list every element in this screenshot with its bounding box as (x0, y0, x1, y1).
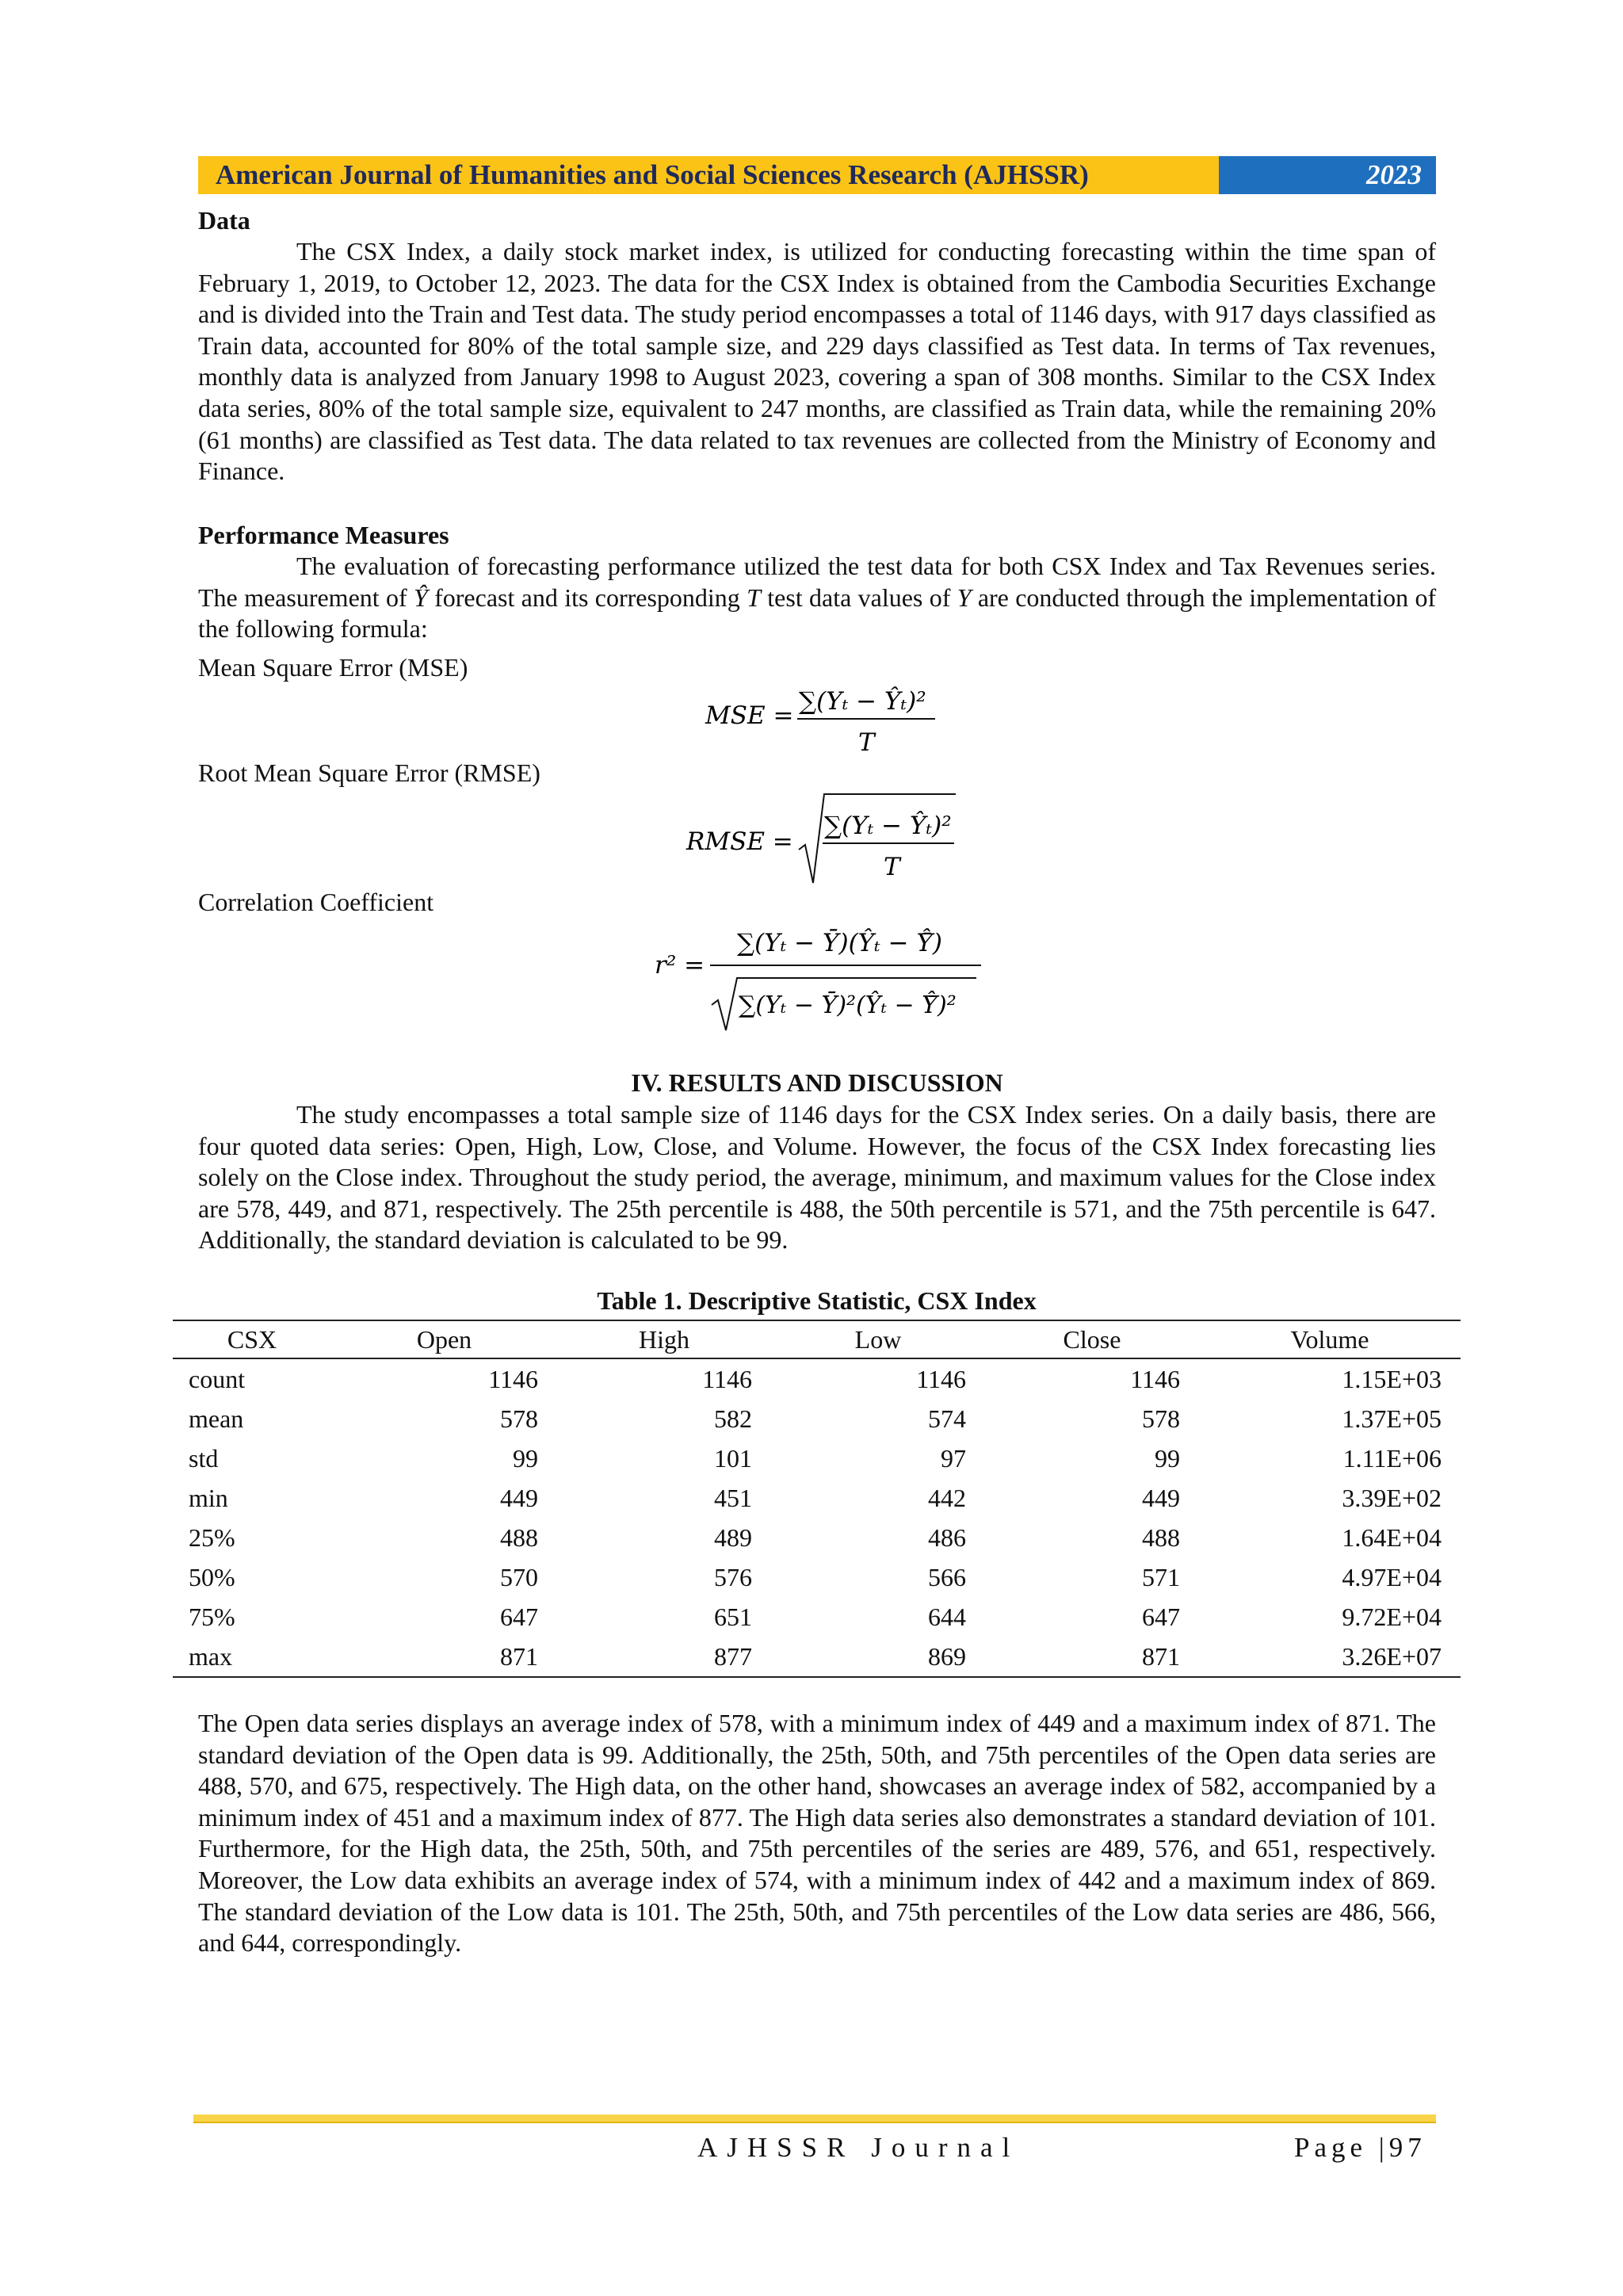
journal-header (198, 156, 1436, 194)
table-cell: 489 (714, 1522, 752, 1552)
table-cell: 566 (928, 1562, 966, 1591)
journal-title: American Journal of Humanities and Social Sciences Research (AJHSSR) (198, 156, 1219, 194)
row-label: mean (189, 1404, 244, 1433)
table-cell: 3.26E+07 (1199, 1637, 1461, 1677)
r2-denominator: ∑(Yₜ − Ȳ)²(Ŷₜ − Ŷ̄)² (739, 991, 957, 1019)
rmse-lhs: RMSE = (686, 827, 793, 856)
row-label: count (189, 1364, 246, 1393)
correlation-label: Correlation Coefficient (198, 888, 434, 916)
table-cell: 1146 (1130, 1364, 1180, 1393)
table-cell: 578 (1142, 1404, 1180, 1433)
mse-denominator: T (858, 728, 875, 757)
row-label: 50% (189, 1562, 235, 1591)
column-header: Low (771, 1320, 985, 1358)
table-cell: 488 (500, 1522, 538, 1552)
r2-formula (650, 911, 999, 1038)
table-cell: 99 (513, 1443, 538, 1473)
mse-lhs: MSE = (705, 701, 794, 730)
rmse-formula (682, 786, 967, 889)
table-cell: 644 (928, 1602, 966, 1631)
table-cell: 442 (928, 1483, 966, 1512)
table-row (173, 1399, 1461, 1438)
column-header: High (557, 1320, 771, 1358)
table-cell: 4.97E+04 (1342, 1562, 1442, 1591)
table-cell: 1.64E+04 (1342, 1522, 1442, 1552)
intro-text-b: forecast and its corresponding (434, 583, 740, 612)
rmse-numerator: ∑(Yₜ − Ŷₜ)² (824, 812, 952, 840)
table-cell: 571 (1142, 1562, 1180, 1591)
table-cell: 877 (557, 1637, 771, 1677)
discussion-section (198, 1708, 1436, 1959)
table-row (173, 1518, 1461, 1557)
r2-numerator: ∑(Yₜ − Ȳ)(Ŷₜ − Ŷ̄) (737, 929, 943, 957)
table-cell: 869 (771, 1637, 985, 1677)
data-heading: Data (198, 206, 250, 235)
journal-year: 2023 (1219, 156, 1436, 194)
table-cell: 871 (985, 1637, 1199, 1677)
table-cell: 9.72E+04 (1342, 1602, 1442, 1631)
rmse-denominator: T (884, 853, 900, 881)
footer-journal: AJHSSR Journal (697, 2132, 1020, 2163)
table-cell: 1146 (488, 1364, 538, 1393)
table-cell: 574 (928, 1404, 966, 1433)
mse-label: Mean Square Error (MSE) (198, 653, 468, 682)
results-title: IV. RESULTS AND DISCUSSION (631, 1068, 1003, 1097)
performance-section (198, 519, 1436, 645)
intro-text-a: The evaluation of forecasting performance utilized the test data for both CSX Index and Tax Revenues series. The measurement of (198, 552, 1436, 612)
y-symbol: Y (957, 583, 972, 612)
table-header-row (173, 1320, 1461, 1358)
table-cell: 449 (500, 1483, 538, 1512)
table-cell: 488 (1142, 1522, 1180, 1552)
t-symbol: T (747, 583, 761, 612)
mse-formula (697, 678, 967, 765)
table-cell: 101 (714, 1443, 752, 1473)
table-cell: 451 (714, 1483, 752, 1512)
table-cell: 1.15E+03 (1342, 1364, 1442, 1393)
table-cell: 576 (714, 1562, 752, 1591)
table-cell: 871 (331, 1637, 557, 1677)
column-header: Volume (1199, 1320, 1461, 1358)
column-header: CSX (173, 1320, 331, 1358)
page-number: Page |97 (1294, 2132, 1426, 2163)
column-header: Open (331, 1320, 557, 1358)
descriptive-stats-table (173, 1320, 1461, 1678)
row-label: min (189, 1483, 228, 1512)
table-row (173, 1438, 1461, 1478)
table-cell: 647 (500, 1602, 538, 1631)
mse-numerator: ∑(Yₜ − Ŷₜ)² (799, 687, 926, 716)
r2-lhs: r² = (655, 951, 705, 980)
data-section (198, 204, 1436, 487)
data-paragraph: The CSX Index, a daily stock market index, is utilized for conducting forecasting within the time span of February 1, 2019, to October 12, 2023. The data for the CSX Index is obtained from the Cambodia Securities Exchange and is divided into the Train and Test data. The study period encompasses a total of 1146 days, with 917 days classified as Train data, accounted for 80% of the total sample size, and 229 days classified as Test data. In terms of Tax revenues, monthly data is analyzed from January 1998 to August 2023, covering a span of 308 months. Similar to the CSX Index data series, 80% of the total sample size, equivalent to 247 months, are classified as Train data, while the remaining 20% (61 months) are classified as Test data. The data related to tax revenues are collected from the Ministry of Economy and Finance. (198, 237, 1436, 486)
table-cell: 570 (500, 1562, 538, 1591)
table-row (173, 1637, 1461, 1677)
table-cell: 651 (714, 1602, 752, 1631)
table-cell: 1.37E+05 (1342, 1404, 1442, 1433)
table-cell: 99 (1155, 1443, 1180, 1473)
row-label: 25% (189, 1522, 235, 1552)
table-cell: 486 (928, 1522, 966, 1552)
results-paragraph: The study encompasses a total sample size of 1146 days for the CSX Index series. On a daily basis, there are four quoted data series: Open, High, Low, Close, and Volume. However, the focus of the CSX Index forecasting lies solely on the Close index. Throughout the study period, the average, minimum, and maximum values for the Close index are 578, 449, and 871, respectively. The 25th percentile is 488, the 50th percentile is 571, and the 75th percentile is 647. Additionally, the standard deviation is calculated to be 99. (198, 1100, 1436, 1255)
table-row (173, 1358, 1461, 1399)
table-cell: 578 (500, 1404, 538, 1433)
table-cell: 582 (714, 1404, 752, 1433)
table-row (173, 1597, 1461, 1637)
results-section (198, 1099, 1436, 1256)
rmse-label: Root Mean Square Error (RMSE) (198, 758, 540, 787)
intro-text-c: test data values of (767, 583, 951, 612)
row-label: max (173, 1637, 331, 1677)
row-label: std (189, 1443, 219, 1473)
table-cell: 449 (1142, 1483, 1180, 1512)
footer-rule (193, 2115, 1436, 2123)
yhat-symbol: Ŷ (413, 583, 428, 612)
table-cell: 1.11E+06 (1342, 1443, 1442, 1473)
performance-heading: Performance Measures (198, 521, 449, 549)
table-cell: 3.39E+02 (1342, 1483, 1442, 1512)
table-cell: 97 (941, 1443, 966, 1473)
intro-text-d: are conducted through the implementation of the following formula: (198, 583, 1437, 644)
column-header: Close (985, 1320, 1199, 1358)
table-row (173, 1557, 1461, 1597)
performance-intro (198, 551, 1436, 645)
table-cell: 1146 (702, 1364, 752, 1393)
table-caption: Table 1. Descriptive Statistic, CSX Index (597, 1286, 1037, 1315)
table-row (173, 1478, 1461, 1518)
table-cell: 1146 (916, 1364, 966, 1393)
row-label: 75% (189, 1602, 235, 1631)
discussion-paragraph: The Open data series displays an average index of 578, with a minimum index of 449 and a maximum index of 871. The standard deviation of the Open data is 99. Additionally, the 25th, 50th, and 75th percentiles of the Open data series are 488, 570, and 675, respectively. The High data, on the other hand, showcases an average index of 582, accompanied by a minimum index of 451 and a maximum index of 877. The High data series also demonstrates a standard deviation of 101. Furthermore, for the High data, the 25th, 50th, and 75th percentiles of the series are 489, 576, and 651, respectively. Moreover, the Low data exhibits an average index of 574, with a minimum index of 442 and a maximum index of 869. The standard deviation of the Low data is 101. The 25th, 50th, and 75th percentiles of the Low data series are 486, 566, and 644, correspondingly. (198, 1709, 1436, 1958)
table-cell: 647 (1142, 1602, 1180, 1631)
